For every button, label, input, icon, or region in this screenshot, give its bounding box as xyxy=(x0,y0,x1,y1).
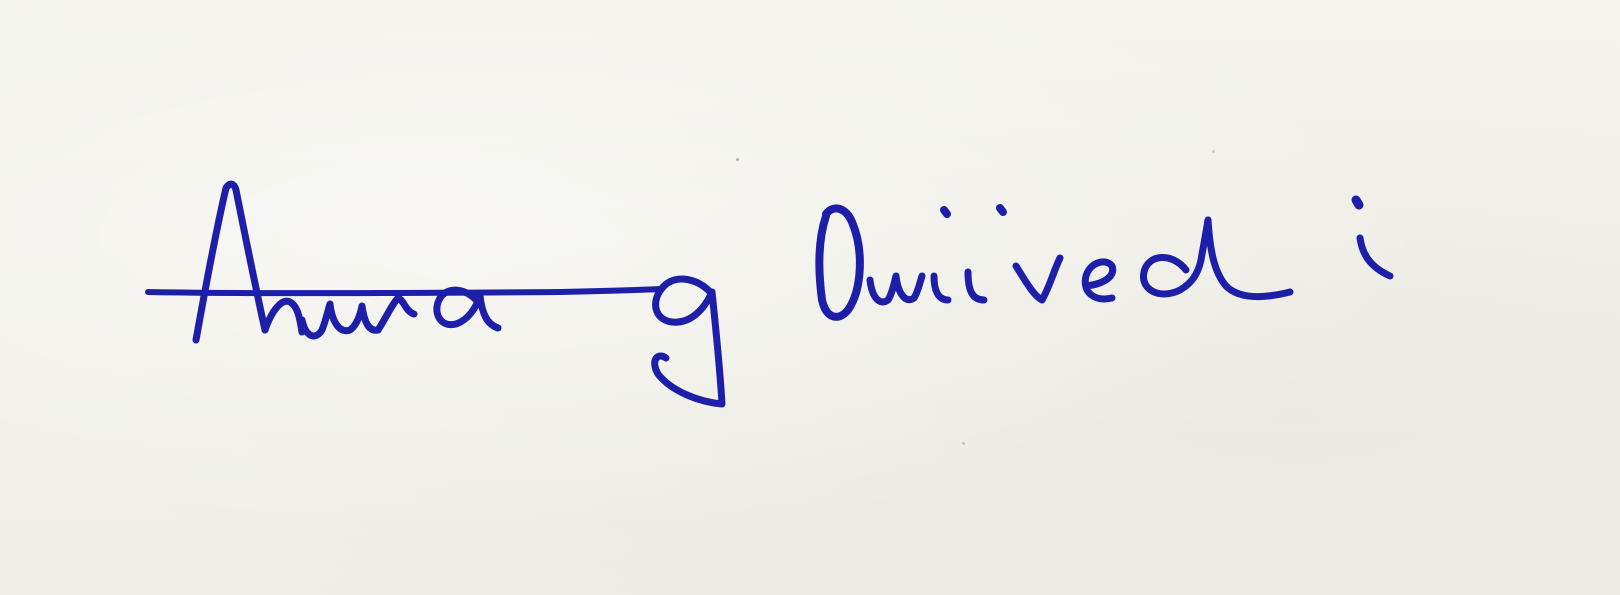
signature-stroke xyxy=(196,184,265,340)
signature-stroke xyxy=(1016,258,1060,300)
signature-stroke xyxy=(265,301,302,332)
signature-stroke xyxy=(378,298,414,330)
signature-stroke xyxy=(1360,238,1390,276)
signature-stroke xyxy=(1085,262,1113,299)
signature-stroke xyxy=(437,290,498,328)
signature-stroke xyxy=(1143,220,1290,297)
signature-stroke xyxy=(302,304,378,336)
signature-stroke xyxy=(934,276,948,300)
signature-stroke xyxy=(1000,208,1003,212)
signature-stroke xyxy=(655,279,722,404)
signature-stroke xyxy=(819,208,860,316)
signature-stroke xyxy=(148,289,662,293)
signature-stroke xyxy=(968,272,984,300)
signature-stroke xyxy=(870,276,922,302)
signature-stroke xyxy=(944,210,947,214)
signature-stroke xyxy=(1356,200,1359,205)
